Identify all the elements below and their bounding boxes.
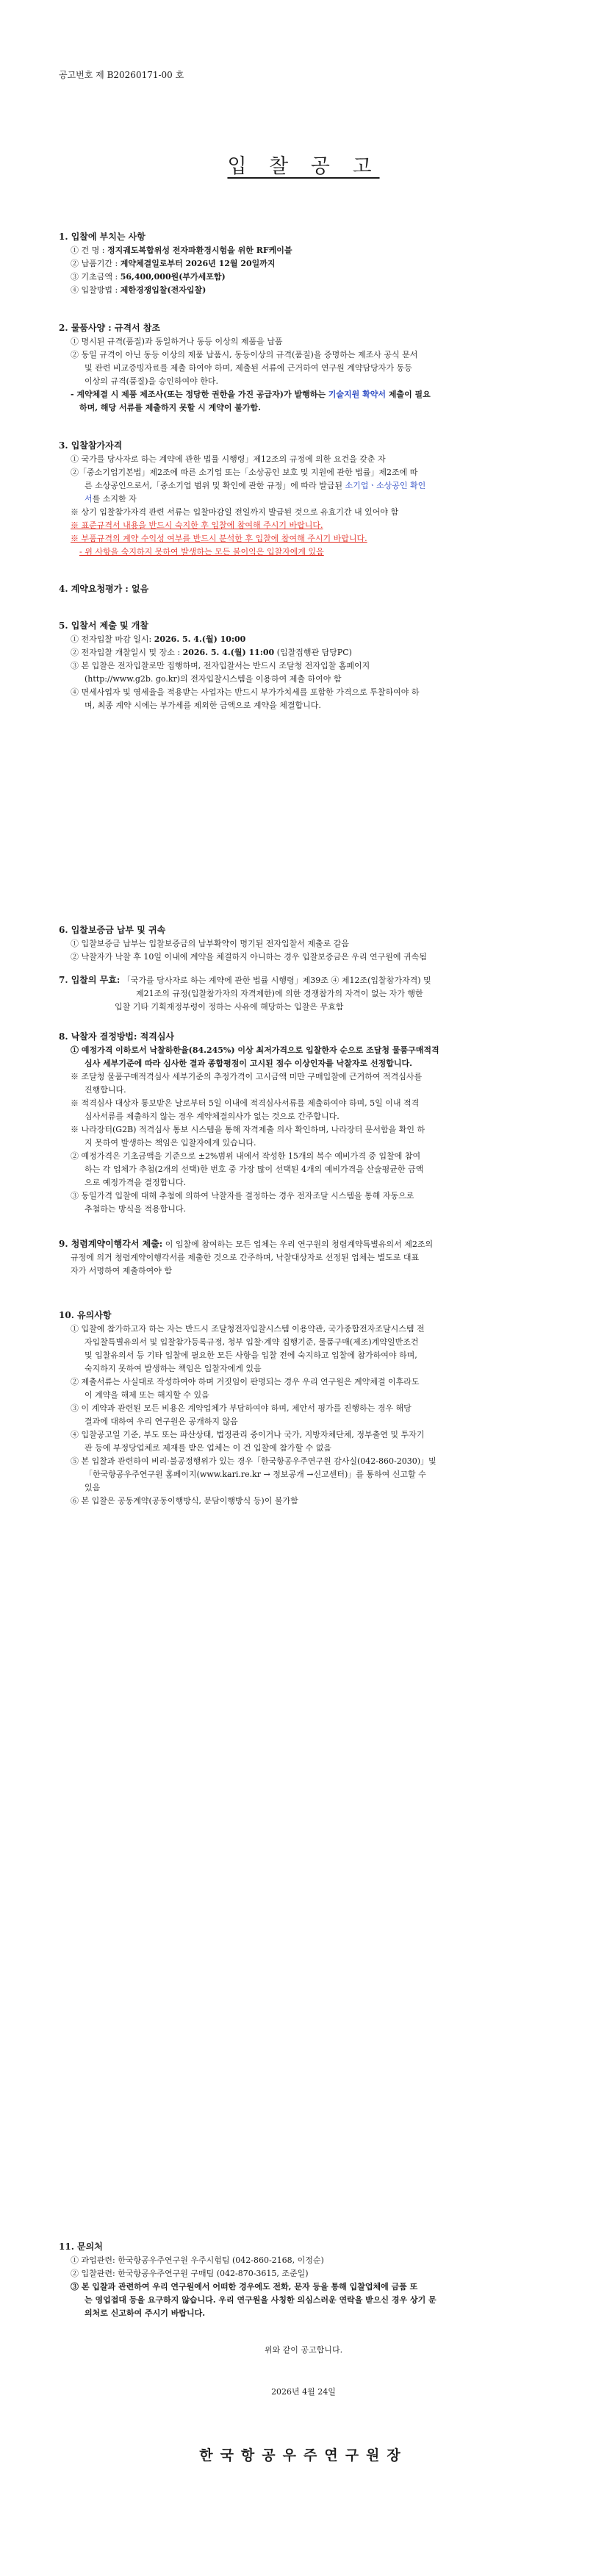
section-2-heading: 2. 물품사양 : 규격서 참조 <box>59 323 160 333</box>
s5-line: ③ 본 입찰은 전자입찰로만 집행하며, 전자입찰서는 반드시 조달청 전자입찰 홈페이지 <box>71 661 370 670</box>
s10-line: 관 등에 부정당업체로 제재를 받은 업체는 이 건 입찰에 참가할 수 없음 <box>85 1443 331 1453</box>
s8-line: ① 예정가격 이하로서 낙찰하한율(84.245%) 이상 최저가격으로 입찰한자 순으로 조달청 물품구매적격 <box>71 1045 439 1055</box>
s11-line: 의처로 신고하여 주시기 바랍니다. <box>85 2308 206 2318</box>
s3-line: ②「중소기업기본법」제2조에 따른 소기업 또는「소상공인 보호 및 지원에 관한 법률」제2조에 따 <box>71 468 418 477</box>
s6-line: ① 입찰보증금 납부는 입찰보증금의 납부확약이 명기된 전자입찰서 제출로 갈음 <box>71 939 350 948</box>
s1-item-amount: ③ 기초금액 : 56,400,000원(부가세포함) <box>71 272 226 282</box>
section-8-heading: 8. 낙찰자 결정방법: 적격심사 <box>59 1031 175 1042</box>
s10-line: ④ 입찰공고일 기준, 부도 또는 파산상태, 법정관리 중이거나 국가, 지방자체단체, 정부출연 및 투자기 <box>71 1430 425 1439</box>
s8-line: ③ 동일가격 입찰에 대해 추첨에 의하여 낙찰자를 결정하는 경우 전자조달 시스템을 통해 자동으로 <box>71 1191 414 1201</box>
s8-line: 심사 세부기준에 따라 심사한 결과 종합평점이 고시된 점수 이상인자를 낙찰자로 선정합니다. <box>85 1059 412 1068</box>
s2-note: - 계약체결 시 제품 제조사(또는 정당한 권한을 가진 공급자)가 발행하는 기술지원 확약서 제출이 필요 <box>71 390 431 399</box>
notice-date: 2026년 4월 24일 <box>271 2387 336 2397</box>
s1-item-period: ② 납품기간 : 계약체결일로부터 2026년 12월 20일까지 <box>71 259 276 268</box>
s2-line: 이상의 규격(품질)을 승인하여야 한다. <box>85 376 218 386</box>
s10-line: 및 입찰유의서 등 기타 입찰에 필요한 모든 사항을 입찰 전에 숙지하고 입찰에 참가하여야 하며, <box>85 1350 417 1360</box>
s3-warning: ※ 표준규격서 내용을 반드시 숙지한 후 입찰에 참여해 주시기 바랍니다. <box>71 520 323 530</box>
s8-line: ② 예정가격은 기초금액을 기준으로 ±2%범위 내에서 작성한 15개의 복수 예비가격 중 입찰에 참여 <box>71 1151 421 1161</box>
s3-note: ※ 상기 입찰참가자격 관련 서류는 입찰마감일 전일까지 발급된 것으로 유효기간 내 있어야 함 <box>71 507 399 517</box>
s7-line: 제21조의 규정(입찰참가자의 자격제한)에 의한 경쟁참가의 자격이 없는 자가 행한 <box>136 989 423 998</box>
s10-line: ③ 이 계약과 관련된 모든 비용은 계약업체가 부담하여야 하며, 제안서 평가를 진행하는 경우 해당 <box>71 1403 412 1413</box>
s11-line: 는 영업접대 등을 요구하지 않습니다. 우리 연구원을 사칭한 의심스러운 연락을 받으신 경우 상기 문 <box>85 2295 437 2305</box>
s1-item-method: ④ 입찰방법 : 제한경쟁입찰(전자입찰) <box>71 285 206 295</box>
s10-line: 숙지하지 못하여 발생하는 책임은 입찰자에게 있음 <box>85 1364 262 1373</box>
s10-line: 있음 <box>85 1483 101 1492</box>
closing-statement: 위와 같이 공고합니다. <box>264 2345 343 2355</box>
s10-line: 「한국항공우주연구원 홈페이지(www.kari.re.kr → 정보공개 →신고센터)」를 통하여 신고할 수 <box>85 1470 426 1479</box>
s3-line: 른 소상공인으로서,「중소기업 범위 및 확인에 관한 규정」에 따라 발급된 소기업ㆍ소상공인 확인 <box>85 481 426 490</box>
s10-line: 이 계약을 해제 또는 해지할 수 있음 <box>85 1390 209 1400</box>
section-9: 9. 청렴계약이행각서 제출: 이 입찰에 참여하는 모든 업체는 우리 연구원의 청렴계약특별유의서 제2조의 <box>59 1239 434 1249</box>
section-1-heading: 1. 입찰에 부치는 사항 <box>59 232 146 242</box>
s11-line: ③ 본 입찰과 관련하여 우리 연구원에서 어떠한 경우에도 전화, 문자 등을 통해 입찰업체에 금품 또 <box>71 2282 418 2291</box>
s2-line: ② 동일 규격이 아닌 동등 이상의 제품 납품시, 동등이상의 규격(품질)을 증명하는 제조사 공식 문서 <box>71 350 418 359</box>
s10-line: ⑤ 본 입찰과 관련하여 비리·불공정행위가 있는 경우「한국항공우주연구원 감사실(042-860-2030)」및 <box>71 1456 437 1466</box>
s10-line: 결과에 대하여 우리 연구원은 공개하지 않음 <box>85 1417 238 1426</box>
section-3-heading: 3. 입찰참가자격 <box>59 440 123 451</box>
s6-line: ② 낙찰자가 낙찰 후 10일 이내에 계약을 체결하지 아니하는 경우 입찰보증금은 우리 연구원에 귀속됨 <box>71 952 427 962</box>
section-6-heading: 6. 입찰보증금 납부 및 귀속 <box>59 925 166 935</box>
s3-line: ① 국가를 당사자로 하는 계약에 관한 법률 시행령」제12조의 규정에 의한 요건을 갖춘 자 <box>71 454 386 464</box>
s3-warning: ※ 부품규격의 계약 수익성 여부를 반드시 분석한 후 입찰에 참여해 주시기 바랍니다. <box>71 534 367 543</box>
notice-number: 공고번호 제 B20260171-00 호 <box>59 70 184 80</box>
s1-item-name: ① 건 명 : 정지궤도복합위성 전자파환경시험을 위한 RF케이블 <box>71 246 292 255</box>
s2-line: 및 관련 비교증빙자료를 제출 하여야 하며, 제출된 서류에 근거하여 연구원 계약담당자가 동등 <box>85 363 412 373</box>
section-5-heading: 5. 입찰서 제출 및 개찰 <box>59 620 148 631</box>
s8-line: ※ 조달청 물품구매적격심사 세부기준의 추정가격이 고시금액 미만 구매입찰에 근거하여 적격심사를 <box>71 1072 423 1081</box>
s5-line: 며, 최종 계약 시에는 부가세를 제외한 금액으로 계약을 체결합니다. <box>85 701 321 710</box>
page-title: 입 찰 공 고 <box>227 155 380 178</box>
s8-line: 진행합니다. <box>85 1085 126 1095</box>
s9-line: 자가 서명하여 제출하여야 함 <box>71 1266 173 1276</box>
s10-line: ⑥ 본 입찰은 공동계약(공동이행방식, 분담이행방식 등)이 불가함 <box>71 1496 298 1506</box>
s8-line: 으로 예정가격을 결정합니다. <box>85 1178 187 1187</box>
s2-note: 하며, 해당 서류를 제출하지 못할 시 계약이 불가함. <box>79 403 261 412</box>
s2-line: ① 명시된 규격(품질)과 동일하거나 동등 이상의 제품을 납품 <box>71 337 283 346</box>
s10-line: ① 입찰에 참가하고자 하는 자는 반드시 조달청전자입찰시스템 이용약관, 국가종합전자조달시스템 전 <box>71 1324 425 1334</box>
s11-line: ① 과업관련: 한국항공우주연구원 우주시험팀 (042-860-2168, 이정순) <box>71 2255 324 2265</box>
s8-line: 지 못하여 발생하는 책임은 입찰자에게 있습니다. <box>85 1138 256 1148</box>
s5-line: ② 전자입찰 개찰일시 및 장소 : 2026. 5. 4.(월) 11:00 (입찰집행관 담당PC) <box>71 648 352 657</box>
s3-line: 서를 소지한 자 <box>85 494 137 504</box>
section-10-heading: 10. 유의사항 <box>59 1310 112 1320</box>
s5-line: ④ 면세사업자 및 영세율을 적용받는 사업자는 반드시 부가가치세를 포함한 가격으로 투찰하여야 하 <box>71 687 420 697</box>
s8-line: 추첨하는 방식을 적용합니다. <box>85 1204 187 1214</box>
section-4-heading: 4. 계약요청평가 : 없음 <box>59 584 149 594</box>
s3-warning: - 위 사항을 숙지하지 못하여 발생하는 모든 불이익은 입찰자에게 있음 <box>79 547 324 557</box>
s8-line: ※ 적격심사 대상자 통보받은 날로부터 5일 이내에 적격심사서류를 제출하여야 하며, 5일 이내 적격 <box>71 1098 420 1108</box>
s10-line: ② 제출서류는 사실대로 작성하여야 하며 거짓임이 판명되는 경우 우리 연구원은 계약체결 이후라도 <box>71 1377 420 1387</box>
s5-line: (http://www.g2b. go.kr)의 전자입찰시스템을 이용하여 제출 하여야 함 <box>85 674 342 684</box>
s8-line: ※ 나라장터(G2B) 적격심사 통보 시스템을 통해 자격제출 의사 확인하며, 나라장터 문서함을 확인 하 <box>71 1125 425 1134</box>
section-11-heading: 11. 문의처 <box>59 2242 103 2252</box>
s8-line: 하는 각 업체가 추첨(2개의 선택)한 번호 중 가장 많이 선택된 4개의 예비가격을 산술평균한 금액 <box>85 1164 424 1174</box>
issuer-name: 한국항공우주연구원장 <box>199 2447 408 2464</box>
s5-line: ① 전자입찰 마감 일시: 2026. 5. 4.(월) 10:00 <box>71 634 246 644</box>
s11-line: ② 입찰관련: 한국항공우주연구원 구매팀 (042-870-3615, 조준일) <box>71 2269 309 2278</box>
s8-line: 심사서류를 제출하지 않는 경우 계약체결의사가 없는 것으로 간주합니다. <box>85 1112 340 1121</box>
s9-line: 규정에 의거 청렴계약이행각서를 제출한 것으로 간주하며, 낙찰대상자로 선정된 업체는 별도로 대표 <box>71 1253 420 1262</box>
s10-line: 자입찰특별유의서 및 입찰참가등록규정, 청부 입찰·계약 집행기준, 물품구매(제조)계약일반조건 <box>85 1337 419 1347</box>
s7-line: 입찰 기타 기획재정부령이 정하는 사유에 해당하는 입찰은 무효함 <box>115 1002 344 1012</box>
section-7: 7. 입찰의 무효: 「국가를 당사자로 하는 계약에 관한 법률 시행령」제39조 ④ 제12조(입찰참가자격) 및 <box>59 975 431 985</box>
